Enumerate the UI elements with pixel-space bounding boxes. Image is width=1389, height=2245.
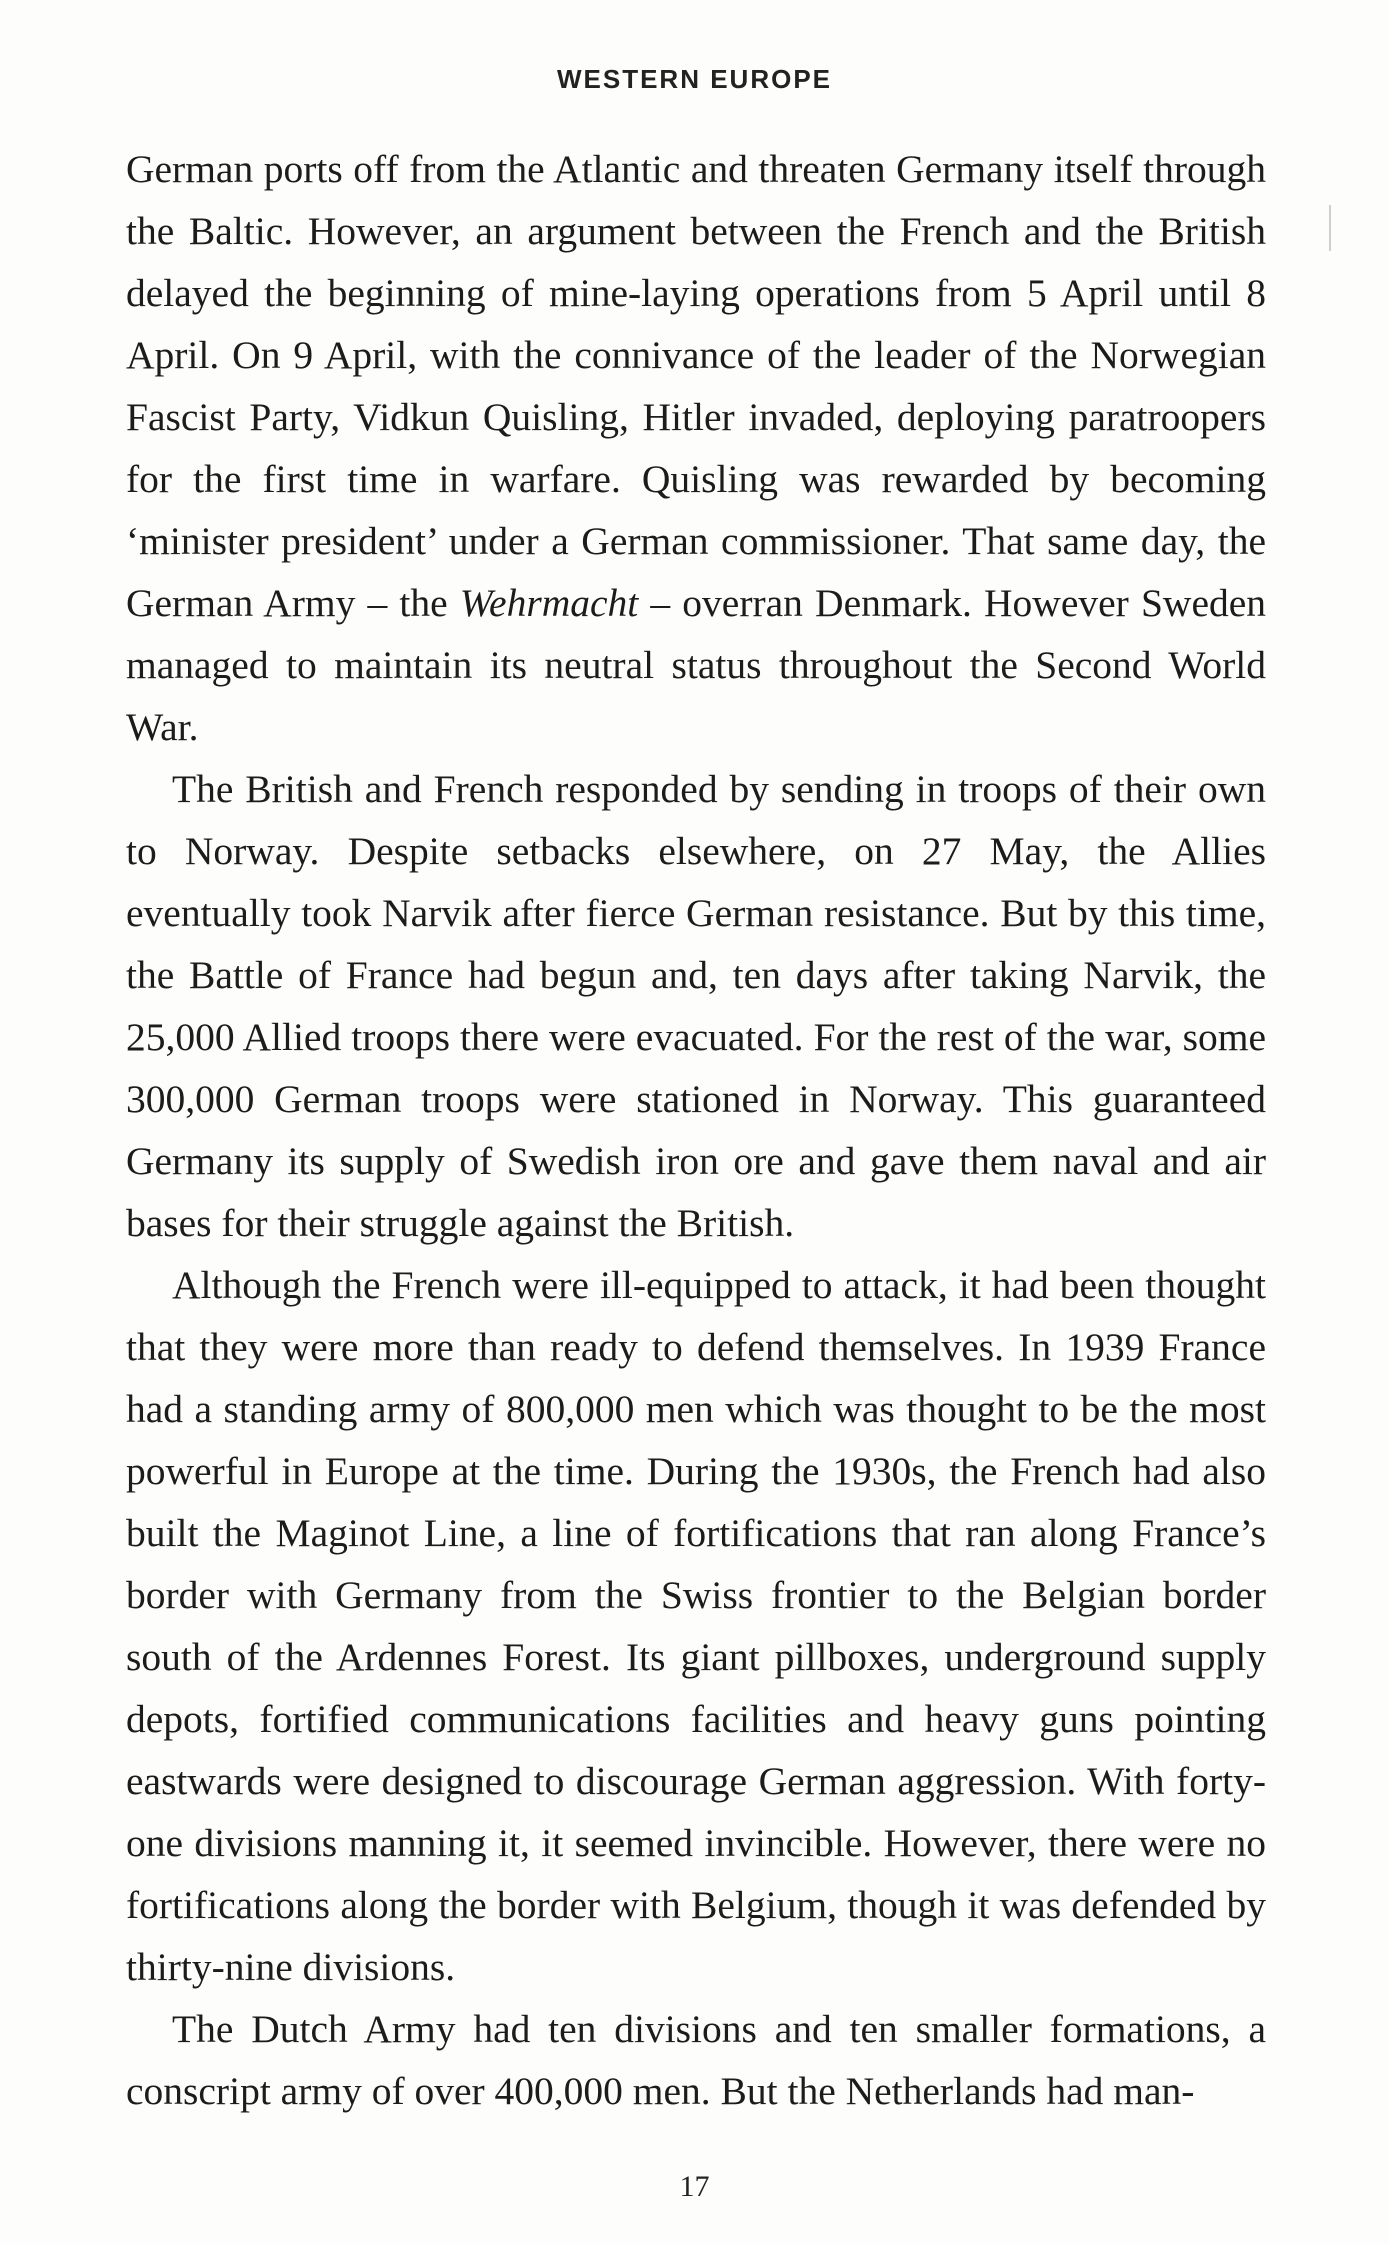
- body-text: [126, 138, 1266, 2122]
- paragraph-4: The Dutch Army had ten divisions and ten smaller formations, a conscript army of over 400,000 men. But the Netherlands had man-: [126, 2007, 1266, 2113]
- scan-artifact: [1329, 205, 1331, 251]
- paragraph-3: Although the French were ill-equipped to attack, it had been thought that they were more than ready to defend themselves. In 1939 France had a standing army of 800,000 men which was thought to be the most powerful in Europe at the time. During the 1930s, the French had also built the Maginot Line, a line of fortifications that ran along France’s border with Germany from the Swiss frontier to the Belgian border south of the Ardennes Forest. Its giant pillboxes, underground supply depots, fortified communications facilities and heavy guns pointing eastwards were designed to discourage German aggression. With forty-one divisions manning it, it seemed invincible. However, there were no fortifications along the border with Belgium, though it was defended by thirty-nine divisions.: [126, 1263, 1266, 1989]
- running-head: WESTERN EUROPE: [556, 64, 833, 94]
- paragraph-2: The British and French responded by sending in troops of their own to Norway. Despite setbacks elsewhere, on 27 May, the Allies eventually took Narvik after fierce German resistance. But by this time, the Battle of France had begun and, ten days after taking Narvik, the 25,000 Allied troops there were evacuated. For the rest of the war, some 300,000 German troops were stationed in Norway. This guaranteed Germany its supply of Swedish iron ore and gave them naval and air bases for their struggle against the British.: [126, 767, 1266, 1245]
- page-number: 17: [679, 2170, 710, 2203]
- paragraph-1-italic-term: Wehrmacht: [459, 581, 639, 625]
- paragraph-1-text-a: German ports off from the Atlantic and threaten Germany itself through the Baltic. However, an argument between the French and the British delayed the beginning of mine-laying operations from 5 April until 8 April. On 9 April, with the connivance of the leader of the Norwegian Fascist Party, Vidkun Quisling, Hitler invaded, deploying paratroopers for the first time in warfare. Quisling was rewarded by becoming ‘minister president’ under a German commissioner. That same day, the German Army – the: [126, 147, 1266, 625]
- paragraph-1-text-b: – overran Denmark. However Sweden managed to maintain its neutral status throughout the Second World War.: [126, 581, 1267, 749]
- paragraph-1: [126, 138, 1266, 758]
